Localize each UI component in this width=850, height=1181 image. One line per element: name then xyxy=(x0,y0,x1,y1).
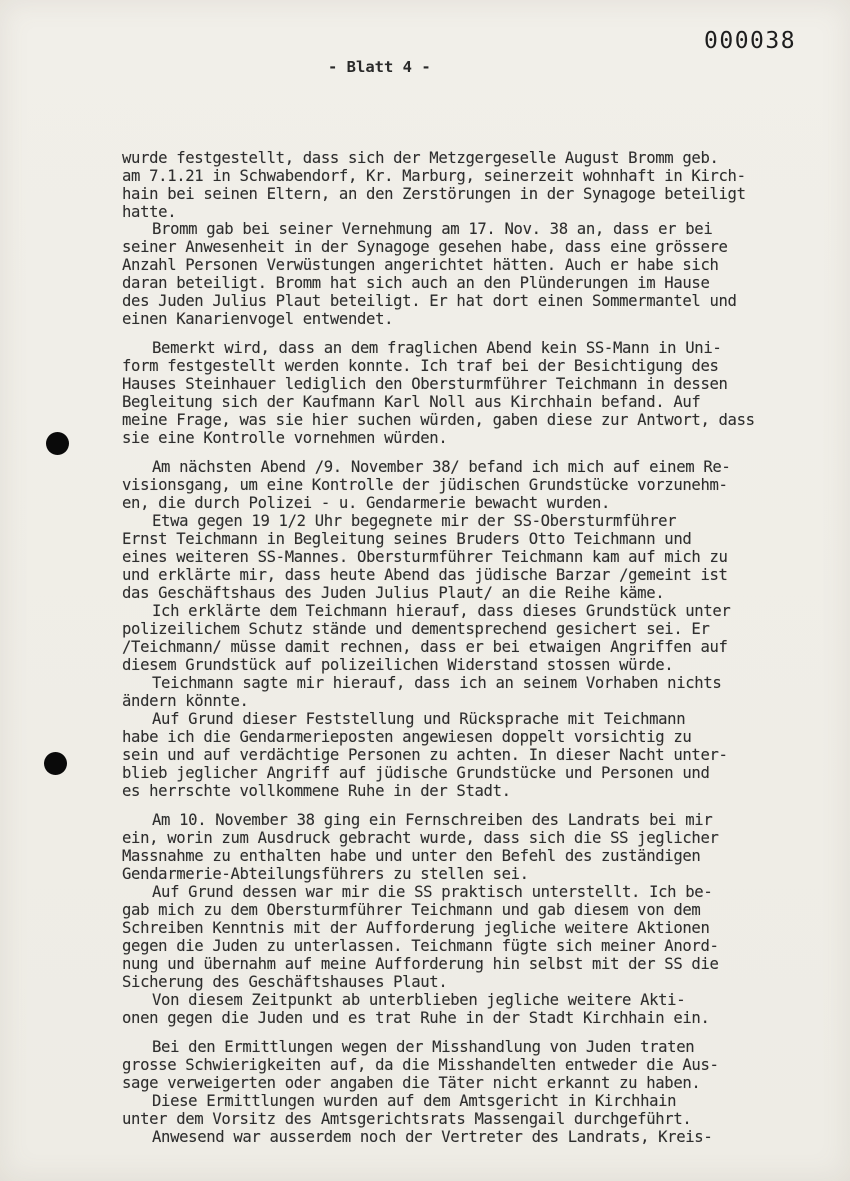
text-line: Teichmann sagte mir hierauf, dass ich an seinem Vorhaben nichts xyxy=(152,674,722,692)
text-line: Diese Ermittlungen wurden auf dem Amtsgericht in Kirchhain xyxy=(152,1092,677,1110)
text-line: und erklärte mir, dass heute Abend das jüdische Barzar /gemeint ist xyxy=(122,566,728,584)
text-line: Am 10. November 38 ging ein Fernschreiben des Landrats bei mir xyxy=(152,811,713,829)
text-line: Hauses Steinhauer lediglich den Obersturmführer Teichmann in dessen xyxy=(122,375,728,393)
text-line: Anwesend war ausserdem noch der Vertreter des Landrats, Kreis- xyxy=(152,1128,713,1146)
text-line: Bei den Ermittlungen wegen der Misshandlung von Juden traten xyxy=(152,1038,695,1056)
text-line: am 7.1.21 in Schwabendorf, Kr. Marburg, seinerzeit wohnhaft in Kirch- xyxy=(122,167,746,185)
text-line: Ernst Teichmann in Begleitung seines Bruders Otto Teichmann und xyxy=(122,530,692,548)
text-line: Gendarmerie-Abteilungsführers zu stellen sei. xyxy=(122,865,529,883)
text-line: meine Frage, was sie hier suchen würden, gaben diese zur Antwort, dass xyxy=(122,411,755,429)
text-line: polizeilichem Schutz stände und dementsprechend gesichert sei. Er xyxy=(122,620,710,638)
text-line: sage verweigerten oder angaben die Täter nicht erkannt zu haben. xyxy=(122,1074,701,1092)
text-line: Ich erklärte dem Teichmann hierauf, dass dieses Grundstück unter xyxy=(152,602,731,620)
text-line: das Geschäftshaus des Juden Julius Plaut/ an die Reihe käme. xyxy=(122,584,665,602)
text-line: sie eine Kontrolle vornehmen würden. xyxy=(122,429,448,447)
text-line: des Juden Julius Plaut beteiligt. Er hat dort einen Sommermantel und xyxy=(122,292,737,310)
text-line: Schreiben Kenntnis mit der Aufforderung jegliche weitere Aktionen xyxy=(122,919,710,937)
text-line: gegen die Juden zu unterlassen. Teichmann fügte sich meiner Anord- xyxy=(122,937,719,955)
text-line: Anzahl Personen Verwüstungen angerichtet hätten. Auch er habe sich xyxy=(122,256,719,274)
text-line: Am nächsten Abend /9. November 38/ befand ich mich auf einem Re- xyxy=(152,458,731,476)
text-line: Massnahme zu enthalten habe und unter den Befehl des zuständigen xyxy=(122,847,701,865)
text-line: Bemerkt wird, dass an dem fraglichen Abend kein SS-Mann in Uni- xyxy=(152,339,722,357)
text-line: blieb jeglicher Angriff auf jüdische Grundstücke und Personen und xyxy=(122,764,710,782)
text-line: Sicherung des Geschäftshauses Plaut. xyxy=(122,973,448,991)
text-line: Auf Grund dieser Feststellung und Rücksprache mit Teichmann xyxy=(152,710,686,728)
text-line: seiner Anwesenheit in der Synagoge gesehen habe, dass eine grössere xyxy=(122,238,728,256)
text-line: einen Kanarienvogel entwendet. xyxy=(122,310,394,328)
sheet-heading: - Blatt 4 - xyxy=(328,58,431,76)
page-number: 000038 xyxy=(704,28,797,54)
text-line: en, die durch Polizei - u. Gendarmerie bewacht wurden. xyxy=(122,494,611,512)
text-line: hatte. xyxy=(122,203,177,221)
text-line: nung und übernahm auf meine Aufforderung hin selbst mit der SS die xyxy=(122,955,719,973)
text-line: /Teichmann/ müsse damit rechnen, dass er bei etwaigen Angriffen auf xyxy=(122,638,728,656)
text-line: hain bei seinen Eltern, an den Zerstörungen in der Synagoge beteiligt xyxy=(122,185,746,203)
text-line: unter dem Vorsitz des Amtsgerichtsrats Massengail durchgeführt. xyxy=(122,1110,692,1128)
text-line: Von diesem Zeitpunkt ab unterblieben jegliche weitere Akti- xyxy=(152,991,686,1009)
text-line: form festgestellt werden konnte. Ich traf bei der Besichtigung des xyxy=(122,357,719,375)
text-line: onen gegen die Juden und es trat Ruhe in der Stadt Kirchhain ein. xyxy=(122,1009,710,1027)
text-line: ändern könnte. xyxy=(122,692,249,710)
text-line: sein und auf verdächtige Personen zu achten. In dieser Nacht unter- xyxy=(122,746,728,764)
text-line: Etwa gegen 19 1/2 Uhr begegnete mir der SS-Obersturmführer xyxy=(152,512,677,530)
text-line: wurde festgestellt, dass sich der Metzgergeselle August Bromm geb. xyxy=(122,149,719,167)
text-line: diesem Grundstück auf polizeilichen Widerstand stossen würde. xyxy=(122,656,674,674)
text-line: eines weiteren SS-Mannes. Obersturmführer Teichmann kam auf mich zu xyxy=(122,548,728,566)
text-line: habe ich die Gendarmerieposten angewiesen doppelt vorsichtig zu xyxy=(122,728,692,746)
text-line: visionsgang, um eine Kontrolle der jüdischen Grundstücke vorzunehm- xyxy=(122,476,728,494)
text-line: ein, worin zum Ausdruck gebracht wurde, dass sich die SS jeglicher xyxy=(122,829,719,847)
text-line: Auf Grund dessen war mir die SS praktisch unterstellt. Ich be- xyxy=(152,883,713,901)
text-line: grosse Schwierigkeiten auf, da die Misshandelten entweder die Aus- xyxy=(122,1056,719,1074)
text-line: es herrschte vollkommene Ruhe in der Stadt. xyxy=(122,782,511,800)
text-line: daran beteiligt. Bromm hat sich auch an den Plünderungen im Hause xyxy=(122,274,710,292)
text-line: Bromm gab bei seiner Vernehmung am 17. Nov. 38 an, dass er bei xyxy=(152,220,713,238)
text-line: gab mich zu dem Obersturmführer Teichmann und gab diesem von dem xyxy=(122,901,701,919)
text-line: Begleitung sich der Kaufmann Karl Noll aus Kirchhain befand. Auf xyxy=(122,393,701,411)
